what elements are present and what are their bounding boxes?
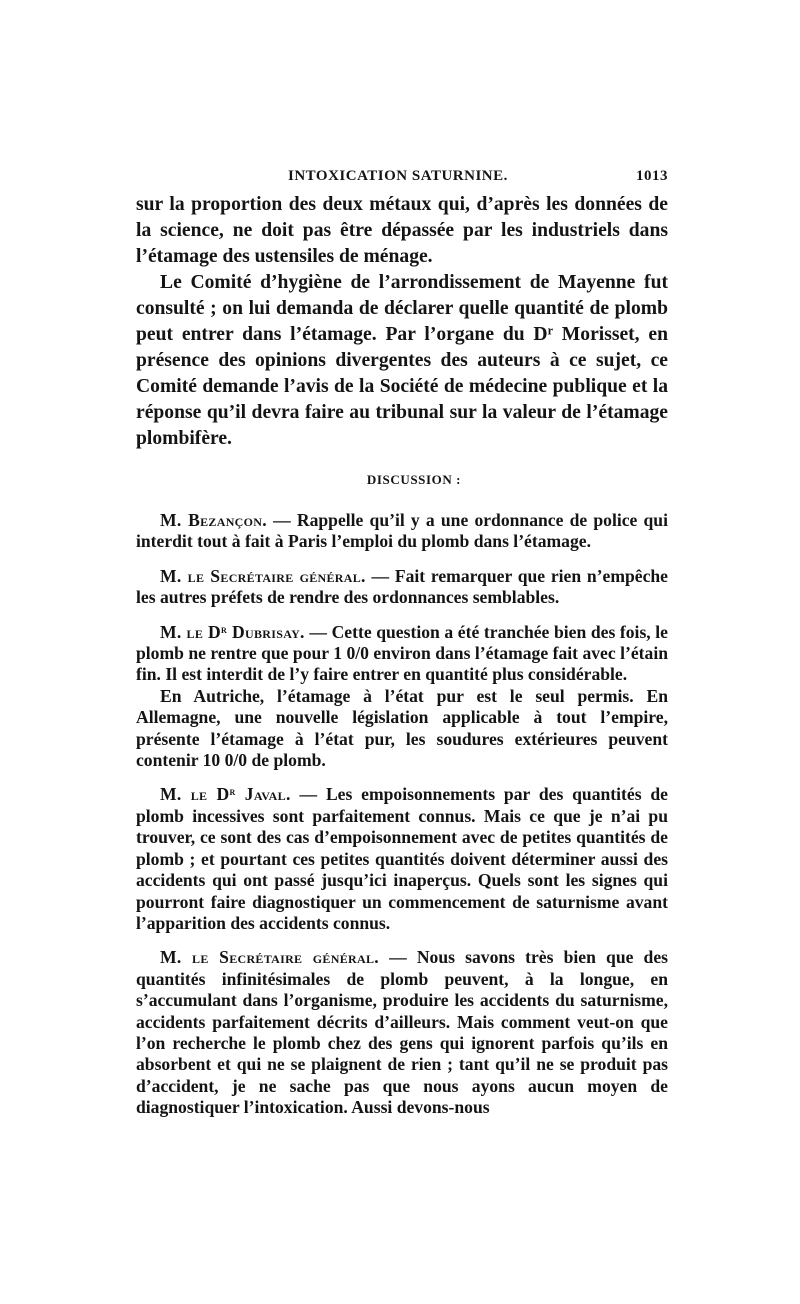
discussion-entry-secretaire-1 (136, 566, 668, 609)
intro-paragraph-2-part-2: Morisset, en présence des opinions divergentes des auteurs à ce sujet, ce Comité demande l’avis de la Société de médecine publique et la réponse qu’il devra faire au tribunal sur la valeur de l’étamage plombifère. (136, 324, 668, 449)
discussion-entry-dubrisay-continuation: En Autriche, l’étamage à l’état pur est le seul permis. En Allemagne, une nouvelle législation applicable à tout l’empire, présente l’étamage à l’état pur, les soudures extérieures peuvent contenir 10 0/0 de plomb. (136, 685, 668, 771)
entry-text: — Rappelle qu’il y a une ordonnance de police qui interdit tout à fait à Paris l’emploi du plomb dans l’étamage. (136, 510, 668, 552)
discussion-heading: DISCUSSION : (366, 472, 462, 487)
doctor-abbrev-sup: r (229, 786, 236, 799)
speaker-name: M. le Secrétaire général. (160, 565, 366, 586)
entry-text: — Les empoisonnements par des quantités de plomb incessives sont parfaitement connus. Mais ce que je n’ai pu trouver, ce sont des cas d’empoisonnement avec de petites quantités de plomb ; et pourtant ces petites quantités doivent déterminer aussi des accidents qui ont passé jusqu’ici inaperçus. Quels sont les signes qui pourront faire diagnostiquer un commencement de saturnisme avant l’apparition des accidents connus. (136, 784, 668, 933)
entry-text: — Fait remarquer que rien n’empêche les autres préfets de rendre des ordonnances semblables. (136, 565, 668, 608)
speaker-name-part-2: Dubrisay. (227, 621, 305, 642)
speaker-name-part-1: M. le D (160, 621, 222, 642)
discussion-entry-secretaire-2 (136, 947, 668, 1118)
discussion-entry-bezancon (136, 510, 668, 553)
speaker-name (160, 622, 305, 642)
doctor-abbrev-sup: r (221, 623, 228, 636)
intro-paragraph-1: sur la proportion des deux métaux qui, d’après les données de la science, ne doit pas être dépassée par les industriels dans l’étamage des ustensiles de ménage. (136, 194, 668, 267)
doctor-abbrev-sup: r (547, 323, 553, 338)
speaker-name (160, 784, 291, 804)
intro-paragraph-2-part-1: Le Comité d’hygiène de l’arrondissement de Mayenne fut consulté ; on lui demanda de déclarer quelle quantité de plomb peut entrer dans l’étamage. Par l’organe du D (136, 272, 668, 345)
running-title: INTOXICATION SATURNINE. (288, 168, 508, 184)
intro-paragraph-2 (136, 270, 668, 452)
page-number: 1013 (636, 168, 668, 184)
speaker-name: M. le Secrétaire général. (160, 947, 379, 968)
discussion-entry-javal (136, 784, 668, 934)
running-head (136, 168, 668, 192)
speaker-name-part-2: Javal. (235, 784, 291, 805)
entry-text: — Nous savons très bien que des quantités infinitésimales de plomb peuvent, à la longue, en s’accumulant dans l’organisme, produire les accidents du saturnisme, accidents parfaitement décrits d’ailleurs. Mais comment veut-on que l’on recherche le plomb chez des gens qui ignorent parfois qu’ils en absorbent et qui ne se plaignent de rien ; tant qu’il ne se produit pas d’accident, je ne sache pas que nous ayons aucun moyen de diagnostiquer l’intoxication. Aussi devons-nous (136, 947, 668, 1118)
entry-text: — Cette question a été tranchée bien des fois, le plomb ne rentre que pour 1 0/0 environ dans l’étamage fait avec l’étain fin. Il est interdit de l’y faire entrer en quantité plus considérable. (136, 621, 668, 685)
book-page (136, 168, 668, 1119)
speaker-name-part-1: M. le D (160, 784, 230, 805)
speaker-name: M. Bezançon. (160, 510, 267, 530)
discussion-entry-dubrisay (136, 622, 668, 686)
